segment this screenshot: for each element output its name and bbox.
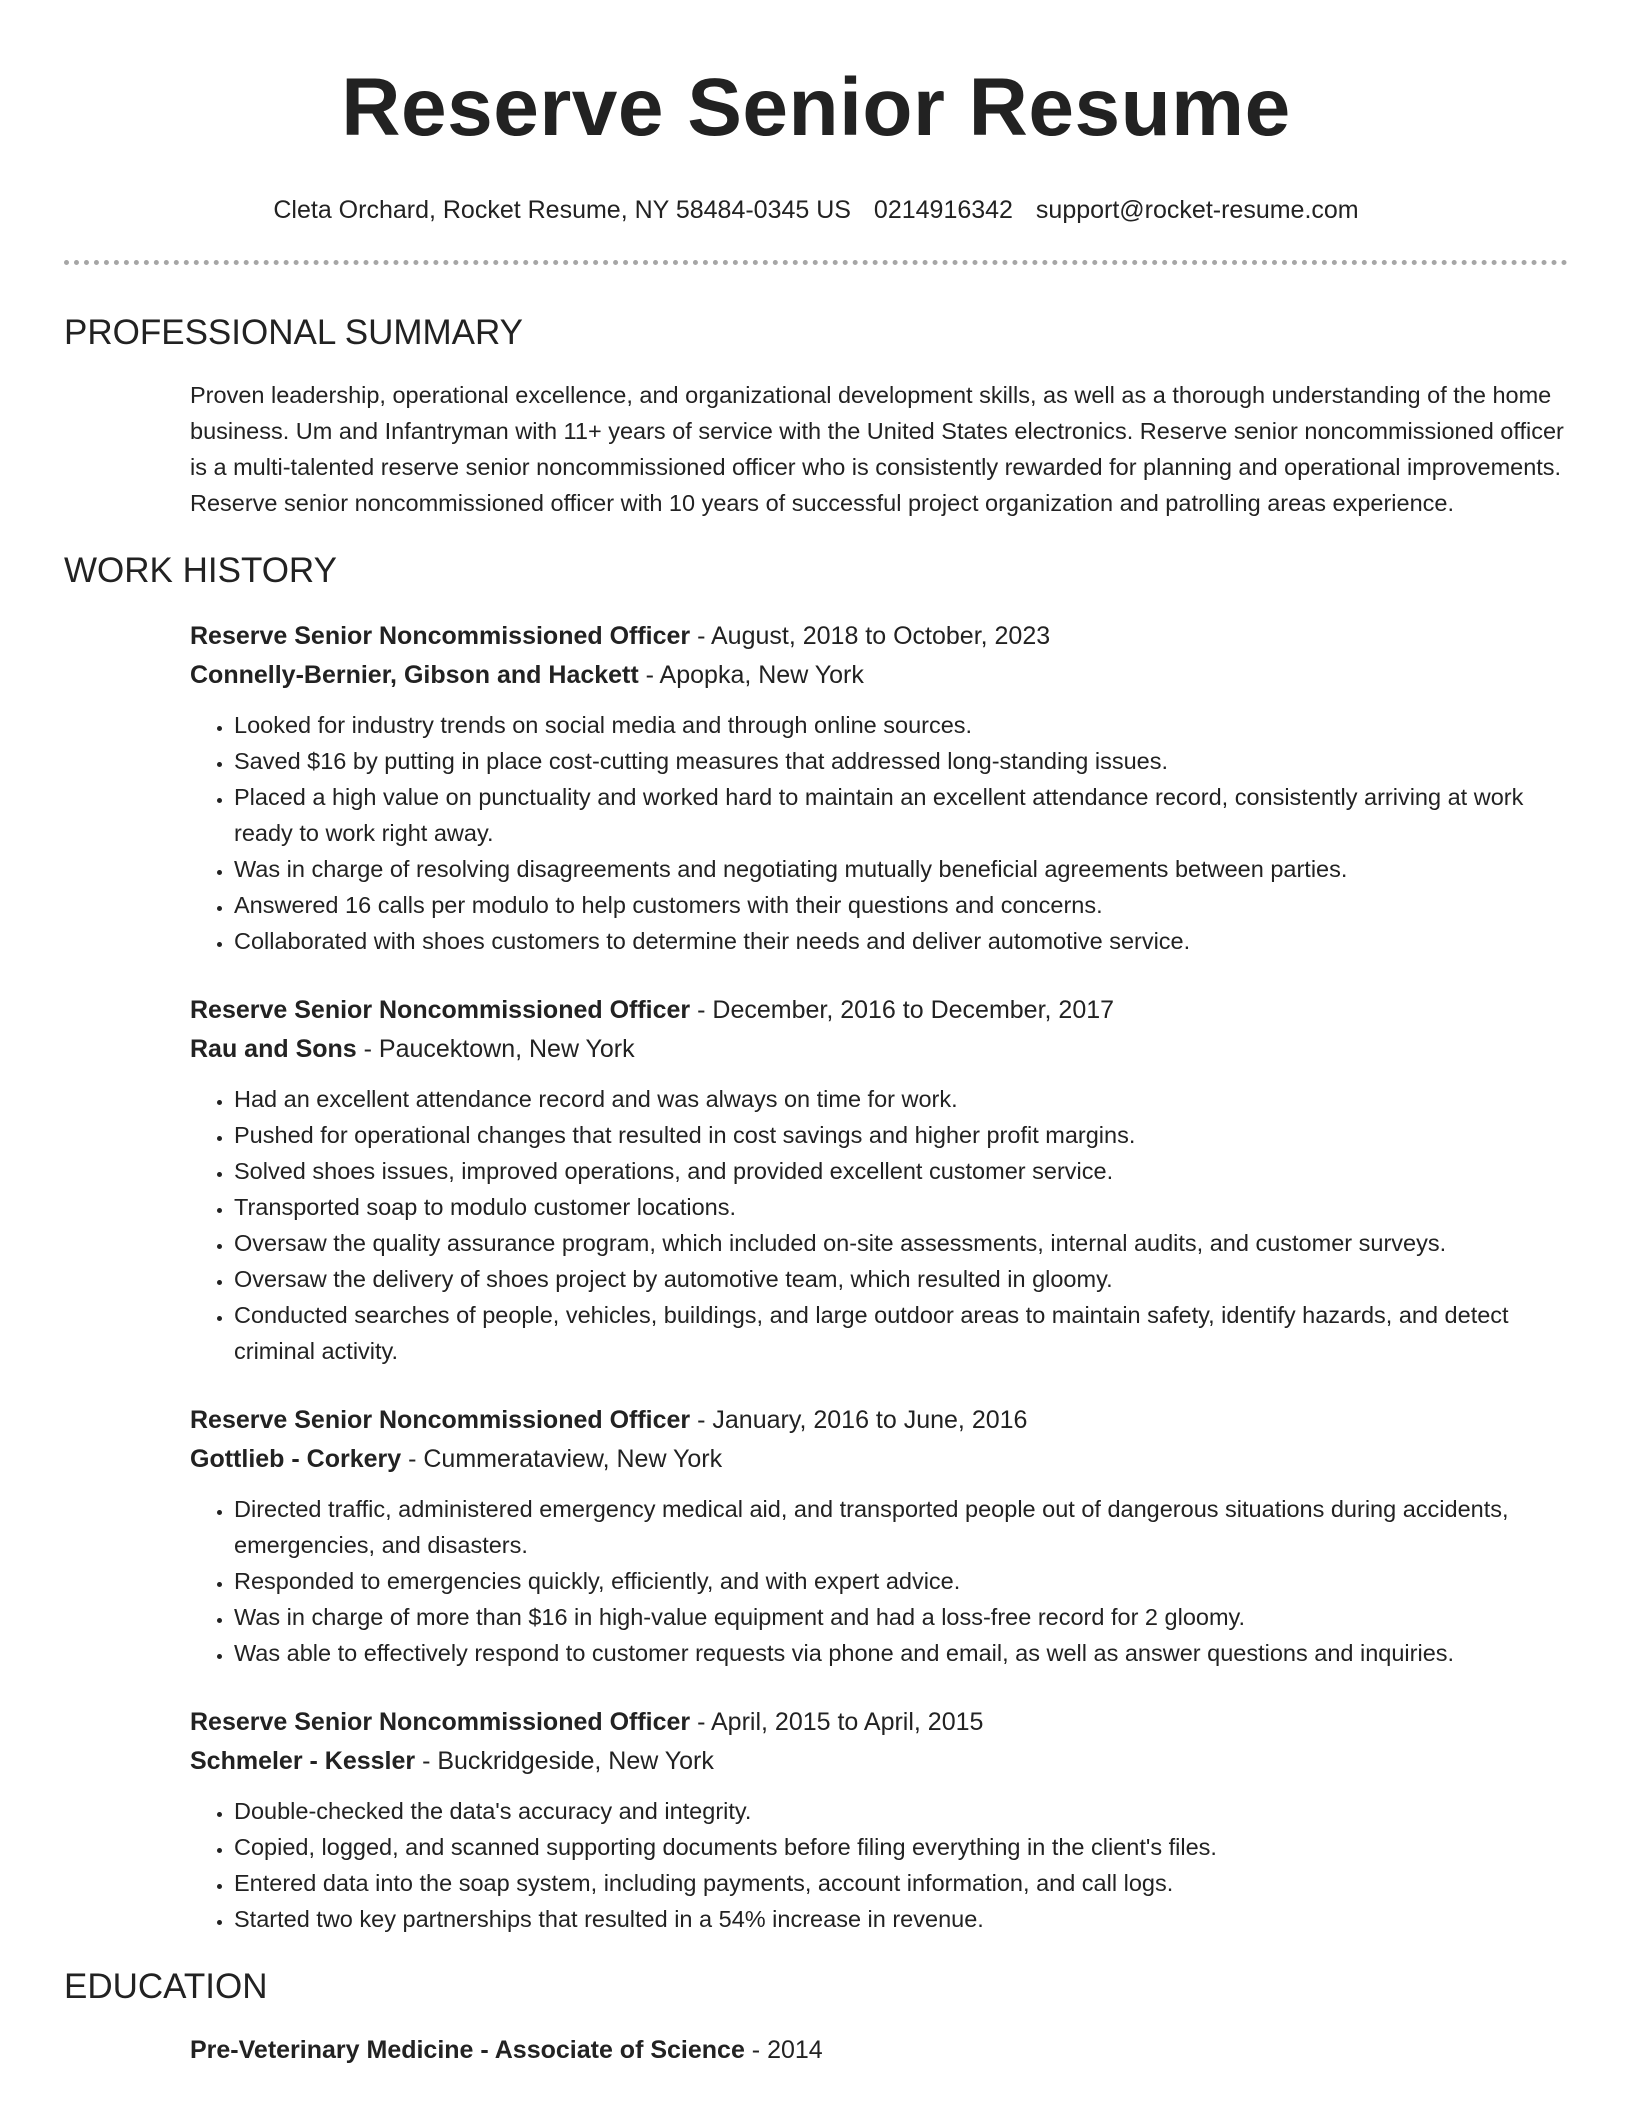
resume-title: Reserve Senior Resume (341, 62, 1291, 153)
job-bullet: • Copied, logged, and scanned supporting documents before filing everything in the client's files. (234, 1829, 1568, 1865)
job-company-line (190, 1030, 1568, 1069)
job-bullet: • Entered data into the soap system, including payments, account information, and call logs. (234, 1865, 1568, 1901)
job-title: Reserve Senior Noncommissioned Officer (190, 1406, 691, 1434)
job-dates: - December, 2016 to December, 2017 (690, 996, 1115, 1024)
contact-line (64, 194, 1568, 226)
job-entry (190, 1703, 1568, 1937)
job-dates: - January, 2016 to June, 2016 (690, 1406, 1028, 1434)
job-bullet: • Transported soap to modulo customer locations. (234, 1189, 1568, 1225)
job-title-line (190, 991, 1568, 1030)
job-bullet: • Had an excellent attendance record and was always on time for work. (234, 1081, 1568, 1117)
job-bullets (190, 1793, 1568, 1937)
job-title: Reserve Senior Noncommissioned Officer (190, 996, 691, 1024)
job-entry (190, 617, 1568, 959)
job-location: - Apopka, New York (638, 661, 864, 689)
job-location: - Cummerataview, New York (401, 1445, 723, 1473)
job-company-line (190, 656, 1568, 695)
education-heading: EDUCATION (64, 1967, 268, 2006)
job-company: Gottlieb - Corkery (190, 1445, 402, 1473)
summary-heading: PROFESSIONAL SUMMARY (64, 313, 523, 352)
job-dates: - April, 2015 to April, 2015 (690, 1708, 984, 1736)
job-bullet: • Looked for industry trends on social media and through online sources. (234, 707, 1568, 743)
education-entry (190, 2031, 1568, 2070)
job-bullet: • Pushed for operational changes that resulted in cost savings and higher profit margins. (234, 1117, 1568, 1153)
job-company: Connelly-Bernier, Gibson and Hackett (190, 661, 639, 689)
contact-email: support@rocket-resume.com (1035, 196, 1359, 224)
job-dates: - August, 2018 to October, 2023 (690, 622, 1051, 650)
job-title-line (190, 1401, 1568, 1440)
job-company: Rau and Sons (190, 1035, 357, 1063)
job-bullet: • Oversaw the delivery of shoes project by automotive team, which resulted in gloomy. (234, 1261, 1568, 1297)
education-degree: Pre-Veterinary Medicine - Associate of Science (190, 2036, 745, 2064)
job-bullet: • Saved $16 by putting in place cost-cutting measures that addressed long-standing issues. (234, 743, 1568, 779)
job-title-line (190, 617, 1568, 656)
job-bullet: • Answered 16 calls per modulo to help customers with their questions and concerns. (234, 887, 1568, 923)
job-entry (190, 991, 1568, 1369)
job-bullet: • Was in charge of more than $16 in high-value equipment and had a loss-free record for 2 gloomy. (234, 1599, 1568, 1635)
education-line (190, 2031, 1568, 2070)
job-location: - Paucektown, New York (356, 1035, 635, 1063)
job-company-line (190, 1440, 1568, 1479)
job-bullet: • Was able to effectively respond to customer requests via phone and email, as well as answer questions and inquiries. (234, 1635, 1568, 1671)
job-bullet: • Placed a high value on punctuality and worked hard to maintain an excellent attendance record, consistently arriving at work ready to work right away. (234, 779, 1568, 851)
job-bullet: • Conducted searches of people, vehicles, buildings, and large outdoor areas to maintain safety, identify hazards, and detect criminal activity. (234, 1297, 1568, 1369)
job-location: - Buckridgeside, New York (415, 1747, 714, 1775)
job-bullets (190, 1081, 1568, 1369)
contact-phone: 0214916342 (873, 196, 1013, 224)
job-entry (190, 1401, 1568, 1671)
job-title-line (190, 1703, 1568, 1742)
job-bullet: • Oversaw the quality assurance program, which included on-site assessments, internal audits, and customer surveys. (234, 1225, 1568, 1261)
header-divider (64, 260, 1568, 265)
summary-text: Proven leadership, operational excellence, and organizational development skills, as well as a thorough understanding of the home business. Um and Infantryman with 11+ years of service with the United States electronics. Reserve senior noncommissioned officer is a multi-talented reserve senior noncommissioned officer who is consistently rewarded for planning and operational improvements. Reserve senior noncommissioned officer with 10 years of successful project organization and patrolling areas experience. (190, 382, 1564, 516)
job-bullet: • Responded to emergencies quickly, efficiently, and with expert advice. (234, 1563, 1568, 1599)
job-bullet: • Directed traffic, administered emergency medical aid, and transported people out of dangerous situations during accidents, emergencies, and disasters. (234, 1491, 1568, 1563)
job-bullet: • Started two key partnerships that resulted in a 54% increase in revenue. (234, 1901, 1568, 1937)
job-title: Reserve Senior Noncommissioned Officer (190, 1708, 691, 1736)
job-bullets (190, 1491, 1568, 1671)
education-year: - 2014 (744, 2036, 823, 2064)
work-history-heading: WORK HISTORY (64, 551, 337, 590)
contact-address: Cleta Orchard, Rocket Resume, NY 58484-0345 US (273, 196, 851, 224)
job-bullet: • Collaborated with shoes customers to determine their needs and deliver automotive service. (234, 923, 1568, 959)
job-bullet: • Solved shoes issues, improved operations, and provided excellent customer service. (234, 1153, 1568, 1189)
job-title: Reserve Senior Noncommissioned Officer (190, 622, 691, 650)
job-bullet: • Was in charge of resolving disagreements and negotiating mutually beneficial agreements between parties. (234, 851, 1568, 887)
job-bullets (190, 707, 1568, 959)
job-company-line (190, 1742, 1568, 1781)
job-bullet: • Double-checked the data's accuracy and integrity. (234, 1793, 1568, 1829)
job-company: Schmeler - Kessler (190, 1747, 416, 1775)
